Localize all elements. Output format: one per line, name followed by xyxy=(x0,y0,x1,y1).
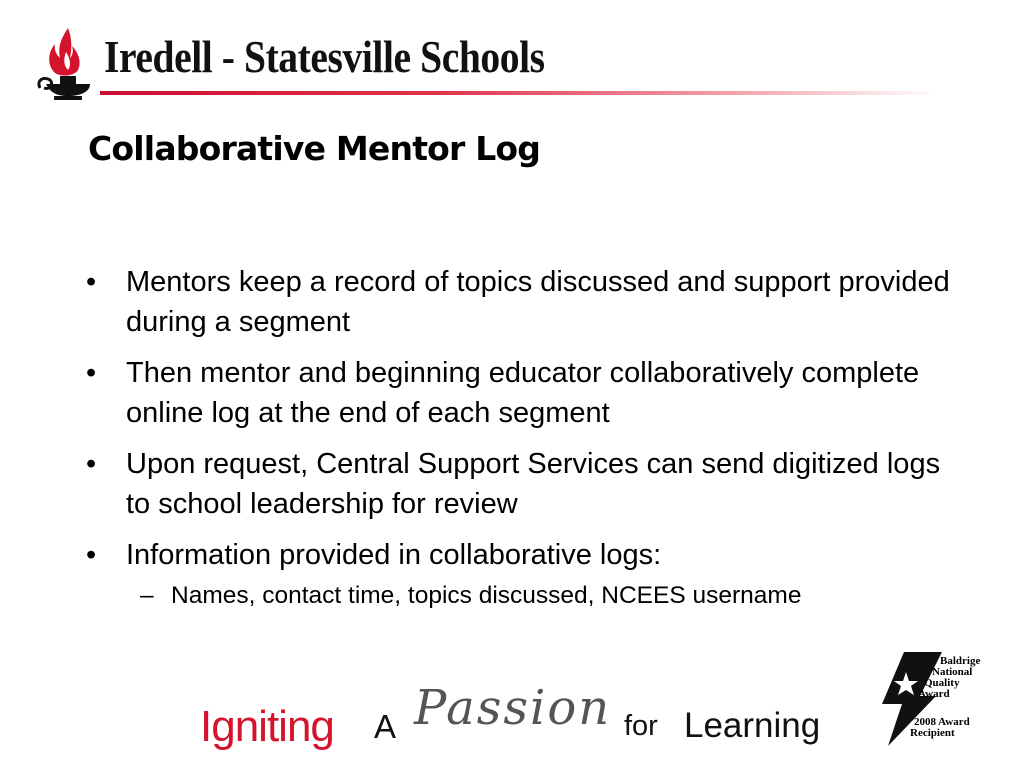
tagline-a: A xyxy=(374,708,397,745)
bullet-text: Mentors keep a record of topics discussed and support provided during a segment xyxy=(126,266,950,338)
tagline-igniting: Igniting xyxy=(200,702,334,751)
award-line: 2008 Award xyxy=(914,716,970,728)
sub-bullet-list xyxy=(126,579,966,613)
award-recipient-text xyxy=(910,717,970,739)
sub-bullet-text: Names, contact time, topics discussed, NCEES username xyxy=(171,582,802,609)
bullet-text: Information provided in collaborative logs: xyxy=(126,539,662,571)
bullet-text: Upon request, Central Support Services can send digitized logs to school leadership for review xyxy=(126,448,941,520)
bullet-marker: • xyxy=(86,357,97,389)
tagline-passion: Passion xyxy=(414,680,612,736)
bullet-marker: • xyxy=(86,266,97,298)
award-line: Quality xyxy=(924,677,960,689)
bullet-item xyxy=(86,262,966,342)
district-name: Iredell - Statesville Schools xyxy=(104,31,545,82)
award-line: Baldrige xyxy=(940,655,981,667)
bullet-item xyxy=(86,353,966,433)
bullet-marker: • xyxy=(86,448,97,480)
slide-title: Collaborative Mentor Log xyxy=(88,129,541,168)
bullet-list xyxy=(86,262,966,624)
award-text xyxy=(912,656,980,700)
header-divider xyxy=(100,91,940,95)
lamp-logo-icon xyxy=(30,22,100,102)
tagline-for: for xyxy=(624,710,658,742)
sub-bullet-marker: – xyxy=(140,582,154,609)
sub-bullet-item xyxy=(126,579,966,613)
bullet-item xyxy=(86,535,966,613)
bullet-text: Then mentor and beginning educator collaboratively complete online log at the end of each segment xyxy=(126,357,920,429)
bullet-item xyxy=(86,444,966,524)
award-line: Award xyxy=(918,688,950,700)
award-line: National xyxy=(932,666,973,678)
tagline-learning: Learning xyxy=(684,706,821,745)
award-line: Recipient xyxy=(910,727,955,739)
bullet-marker: • xyxy=(86,539,97,571)
